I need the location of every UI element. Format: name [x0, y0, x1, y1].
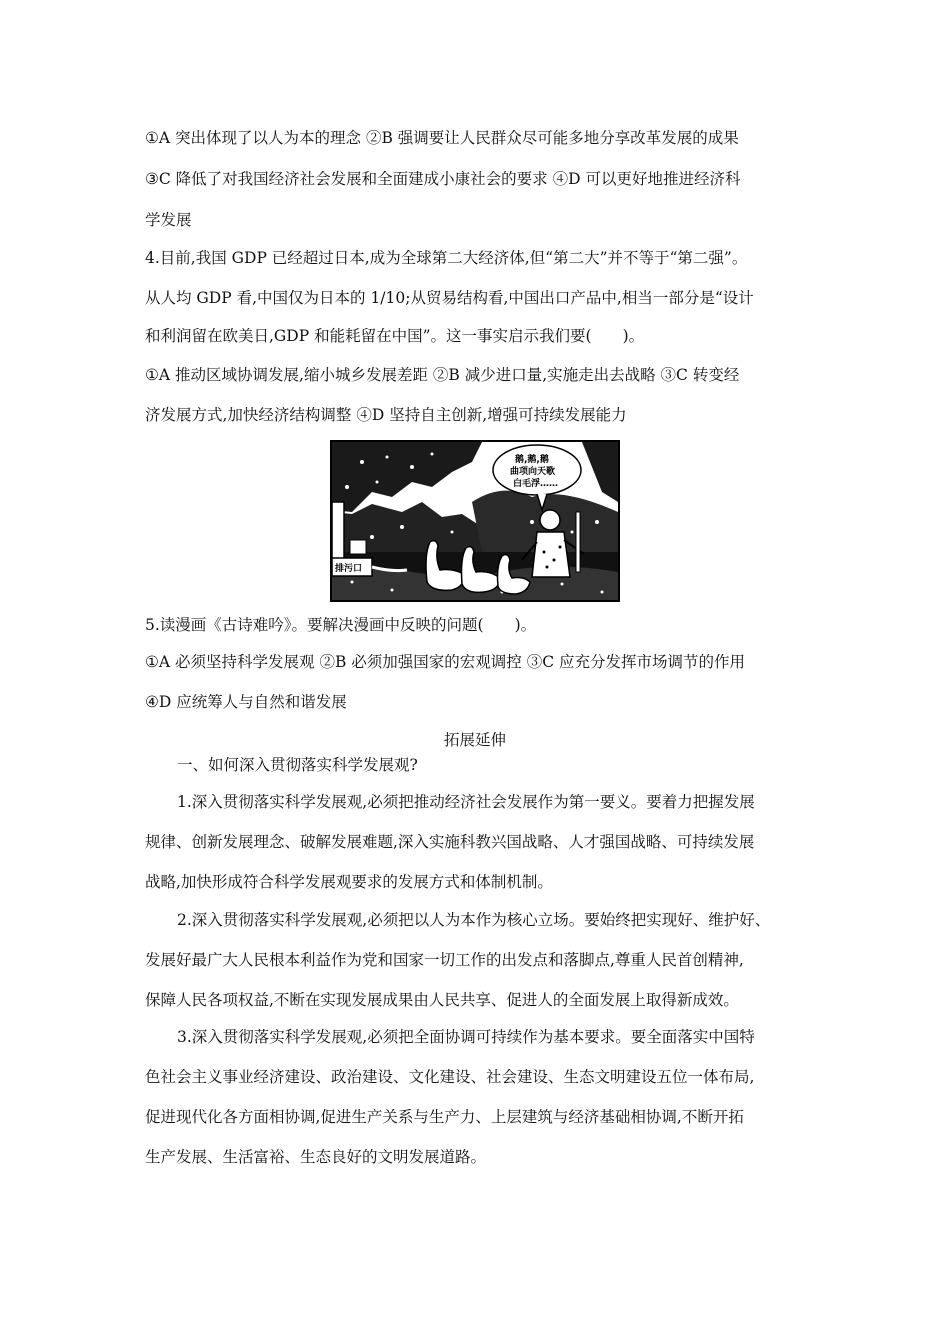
bubble-text-2: 曲项向天歌 — [510, 467, 556, 477]
p3-line-4: 生产发展、生活富裕、生态良好的文明发展道路。 — [145, 1148, 487, 1166]
extension-question-title: 一、如何深入贯彻落实科学发展观? — [177, 756, 418, 774]
p3-line-2: 色社会主义事业经济建设、政治建设、文化建设、社会建设、生态文明建设五位一体布局, — [145, 1068, 755, 1086]
q5-stem: 5.读漫画《古诗难吟》。要解决漫画中反映的问题( )。 — [145, 616, 537, 634]
bubble-text-1: 鹅,鹅,鹅 — [515, 455, 549, 465]
p3-line-3: 促进现代化各方面相协调,促进生产关系与生产力、上层建筑与经济基础相协调,不断开拓 — [145, 1108, 744, 1126]
q3-option-line-3: 学发展 — [145, 211, 192, 229]
p1-line-2: 规律、创新发展理念、破解发展难题,深入实施科教兴国战略、人才强国战略、可持续发展 — [145, 833, 755, 851]
extension-heading: 拓展延伸 — [443, 731, 506, 749]
p1-line-3: 战略,加快形成符合科学发展观要求的发展方式和体制机制。 — [145, 873, 553, 891]
q4-option-line-2: 济发展方式,加快经济结构调整 ④D 坚持自主创新,增强可持续发展能力 — [145, 406, 627, 424]
q3-option-line-2: ③C 降低了对我国经济社会发展和全面建成小康社会的要求 ④D 可以更好地推进经济科 — [145, 170, 741, 188]
q4-option-line-1: ①A 推动区域协调发展,缩小城乡发展差距 ②B 减少进口量,实施走出去战略 ③C 转变经 — [145, 366, 740, 384]
q4-stem-line-1: 4.目前,我国 GDP 已经超过日本,成为全球第二大经济体,但“第二大”并不等于“第二强”。 — [145, 249, 748, 267]
p2-line-1: 2.深入贯彻落实科学发展观,必须把以人为本作为核心立场。要始终把实现好、维护好、 — [177, 911, 771, 929]
outlet-sign: 排污口 — [335, 564, 363, 574]
q4-stem-line-2: 从人均 GDP 看,中国仅为日本的 1/10;从贸易结构看,中国出口产品中,相当一部分是“设计 — [145, 289, 754, 307]
p1-line-1: 1.深入贯彻落实科学发展观,必须把推动经济社会发展作为第一要义。要着力把握发展 — [177, 793, 755, 811]
q3-option-line-1: ①A 突出体现了以人为本的理念 ②B 强调要让人民群众尽可能多地分享改革发展的成果 — [145, 129, 739, 147]
p2-line-2: 发展好最广大人民根本利益作为党和国家一切工作的出发点和落脚点,尊重人民首创精神, — [145, 951, 744, 969]
q5-option-line-2: ④D 应统筹人与自然和谐发展 — [145, 693, 347, 711]
p2-line-3: 保障人民各项权益,不断在实现发展成果由人民共享、促进人的全面发展上取得新成效。 — [145, 991, 739, 1009]
q5-option-line-1: ①A 必须坚持科学发展观 ②B 必须加强国家的宏观调控 ③C 应充分发挥市场调节的作用 — [145, 653, 745, 671]
cartoon-image — [330, 440, 620, 602]
bubble-text-3: 白毛浮…… — [513, 479, 559, 489]
p3-line-1: 3.深入贯彻落实科学发展观,必须把全面协调可持续作为基本要求。要全面落实中国特 — [177, 1028, 755, 1046]
q4-stem-line-3: 和利润留在欧美日,GDP 和能耗留在中国”。这一事实启示我们要( )。 — [145, 327, 645, 345]
